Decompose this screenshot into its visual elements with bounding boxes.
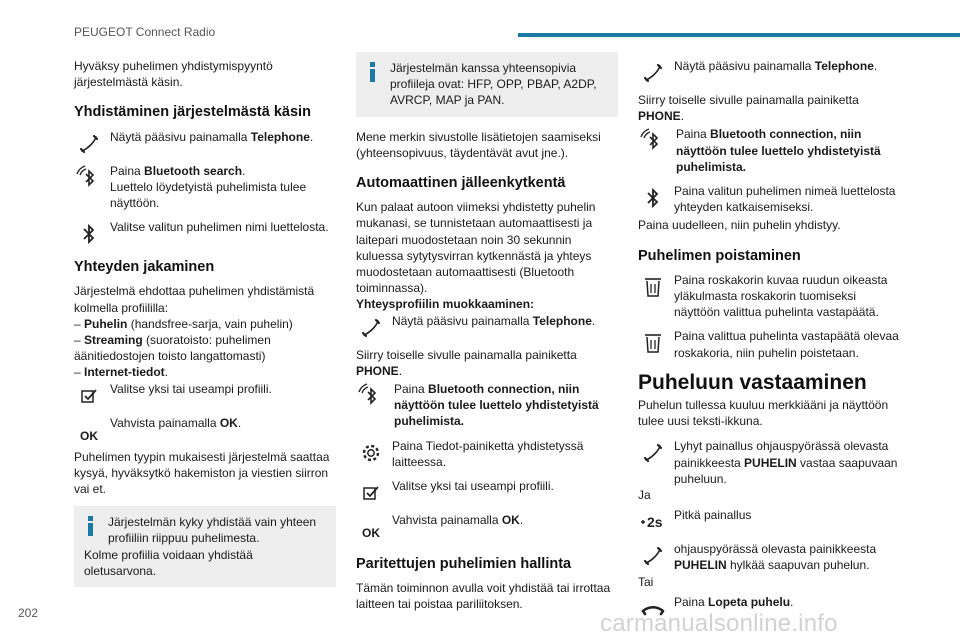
step-confirm-ok-2: OK Vahvista painamalla OK.	[356, 512, 618, 538]
step-bluetooth-connection: Paina Bluetooth connection, niin näyttöön tulee luettelo yhdistetyistä puhelimista.	[356, 381, 618, 430]
step-telephone-3: Näytä pääsivu painamalla Telephone.	[638, 58, 900, 84]
bluetooth-icon	[640, 185, 666, 211]
bluetooth-search-icon	[76, 165, 102, 191]
phone-handset-icon	[76, 131, 102, 157]
bluetooth-connection-icon	[640, 128, 666, 154]
gear-icon	[358, 440, 384, 466]
phone-handset-icon	[358, 315, 384, 341]
info-note-compatible: Järjestelmän kanssa yhteensopivia profiileja ovat: HFP, OPP, PBAP, A2DP, AVRCP, MAP ja PAN.	[356, 52, 618, 117]
step-trash-show: Paina roskakorin kuvaa ruudun oikeasta yläkulmasta roskakorin tuomiseksi näyttöön valittua puhelinta vastapäätä.	[638, 272, 900, 321]
ok-button-icon: OK	[362, 525, 380, 540]
auto-reconnect-text: Kun palaat autoon viimeksi yhdistetty puhelin mukanasi, se tunnistetaan automaattisesti ja laitepari muodostetaan noin 30 sekunnin kuluessa sytytysvirran kytkennästä ja yhteys muodostetaan automaattisesti (Bluetooth toiminnassa). Yhteysprofiilin muokkaaminen:	[356, 200, 596, 312]
profile-phone: – Puhelin (handsfree-sarja, vain puhelin)	[74, 316, 293, 331]
step-details: Paina Tiedot-painiketta yhdistetyssä laitteessa.	[356, 438, 618, 470]
heading-remove-phone: Puhelimen poistaminen	[638, 247, 801, 264]
step-long-press: 2s Pitkä painallus	[638, 507, 900, 533]
heading-connection-sharing: Yhteyden jakaminen	[74, 259, 215, 276]
step-end-call: Paina Lopeta puhelu.	[638, 594, 900, 620]
header-title: PEUGEOT Connect Radio	[74, 25, 216, 39]
press-again-text: Paina uudelleen, niin puhelin yhdistyy.	[638, 218, 841, 233]
info-icon	[370, 62, 375, 82]
trash-icon	[640, 330, 666, 356]
answer-text: Puhelun tullessa kuuluu merkkiääni ja näyttöön tulee uusi teksti-ikkuna.	[638, 398, 889, 429]
step-disconnect: Paina valitun puhelimen nimeä luettelosta yhteyden katkaisemiseksi.	[638, 183, 900, 215]
checkbox-icon	[76, 383, 102, 409]
heading-answer-call: Puheluun vastaaminen	[638, 370, 867, 394]
visit-site-text: Mene merkin sivustolle lisätietojen saamiseksi (yhteensopivuus, täydentävät avut jne.).	[356, 129, 601, 160]
phone-handset-icon	[640, 543, 666, 569]
step-telephone-2: Näytä pääsivu painamalla Telephone.	[356, 313, 618, 339]
svg-text:2s: 2s	[647, 514, 663, 531]
step-bluetooth-search-result: Luettelo löydetyistä puhelimista tulee näyttöön.	[110, 179, 307, 211]
paired-phones-text: Tämän toiminnon avulla voit yhdistää tai irrottaa laitteen tai poistaa pariliitoksen.	[356, 581, 611, 612]
phone-type-note: Puhelimen tyypin mukaisesti järjestelmä saattaa kysyä, hyväksytkö hakemiston ja viestien siirron vai et.	[74, 449, 330, 497]
step-select-profile: Valitse yksi tai useampi profiili.	[74, 381, 336, 407]
header-accent-bar	[518, 33, 960, 37]
step-confirm-ok: OK Vahvista painamalla OK.	[74, 415, 336, 441]
bluetooth-icon	[76, 221, 102, 247]
watermark: carmanualsonline.info	[600, 610, 838, 637]
share-intro: Järjestelmä ehdottaa puhelimen yhdistämistä kolmella profiililla: – Puhelin (handsfree-sarja, vain puhelin) – Streaming (suoratoisto: puhelimen äänitiedostojen toisto langattomasti) – Internet-tiedot.	[74, 283, 336, 380]
info-note-profiles: Järjestelmän kyky yhdistää vain yhteen profiiliin riippuu puhelimesta. Kolme profiilia voidaan yhdistää oletusarvona.	[74, 506, 336, 587]
page-number: 202	[18, 606, 39, 620]
step-telephone: Näytä pääsivu painamalla Telephone.	[74, 129, 336, 155]
step-trash-delete: Paina valittua puhelinta vastapäätä olevaa roskakoria, niin puhelin poistetaan.	[638, 328, 900, 360]
step-reject-call: ohjauspyörässä olevasta painikkeesta PUHELIN hylkää saapuvan puhelun.	[638, 541, 900, 573]
and-text: Ja	[638, 488, 651, 503]
long-press-2s-icon	[640, 509, 670, 535]
heading-auto-reconnect: Automaattinen jälleenkytkentä	[356, 175, 566, 192]
step-short-press: Lyhyt painallus ohjauspyörässä olevasta painikkeesta PUHELIN vastaa saapuvaan puheluun.	[638, 438, 900, 487]
trash-icon	[640, 274, 666, 300]
intro-text: Hyväksy puhelimen yhdistymispyyntö järjestelmästä käsin.	[74, 59, 273, 90]
column-2	[356, 58, 618, 622]
phone-handset-icon	[640, 60, 666, 86]
step-bluetooth-connection-3: Paina Bluetooth connection, niin näyttöön tulee luettelo yhdistetyistä puhelimista.	[638, 126, 900, 175]
step-bluetooth-search: Paina Bluetooth search. Luettelo löydetyistä puhelimista tulee näyttöön.	[74, 163, 336, 212]
checkbox-icon	[358, 480, 384, 506]
heading-paired-phones: Paritettujen puhelimien hallinta	[356, 556, 572, 573]
ok-button-icon: OK	[80, 428, 98, 443]
phone-button-text-3: Siirry toiselle sivulle painamalla painiketta PHONE.	[638, 93, 859, 124]
column-1	[74, 58, 336, 599]
profile-internet: – Internet-tiedot.	[74, 365, 169, 380]
step-select-profile-2: Valitse yksi tai useampi profiili.	[356, 478, 618, 504]
or-text: Tai	[638, 574, 654, 589]
info-icon	[88, 516, 93, 536]
heading-manual-connect: Yhdistäminen järjestelmästä käsin	[74, 104, 311, 121]
phone-handset-icon	[640, 440, 666, 466]
phone-button-text: Siirry toiselle sivulle painamalla painiketta PHONE.	[356, 347, 577, 378]
step-select-phone: Valitse valitun puhelimen nimi luettelosta.	[74, 219, 336, 245]
bluetooth-connection-icon	[358, 383, 384, 409]
column-3	[638, 58, 900, 628]
profile-streaming: – Streaming (suoratoisto: puhelimen äänitiedostojen toisto langattomasti)	[74, 333, 271, 364]
